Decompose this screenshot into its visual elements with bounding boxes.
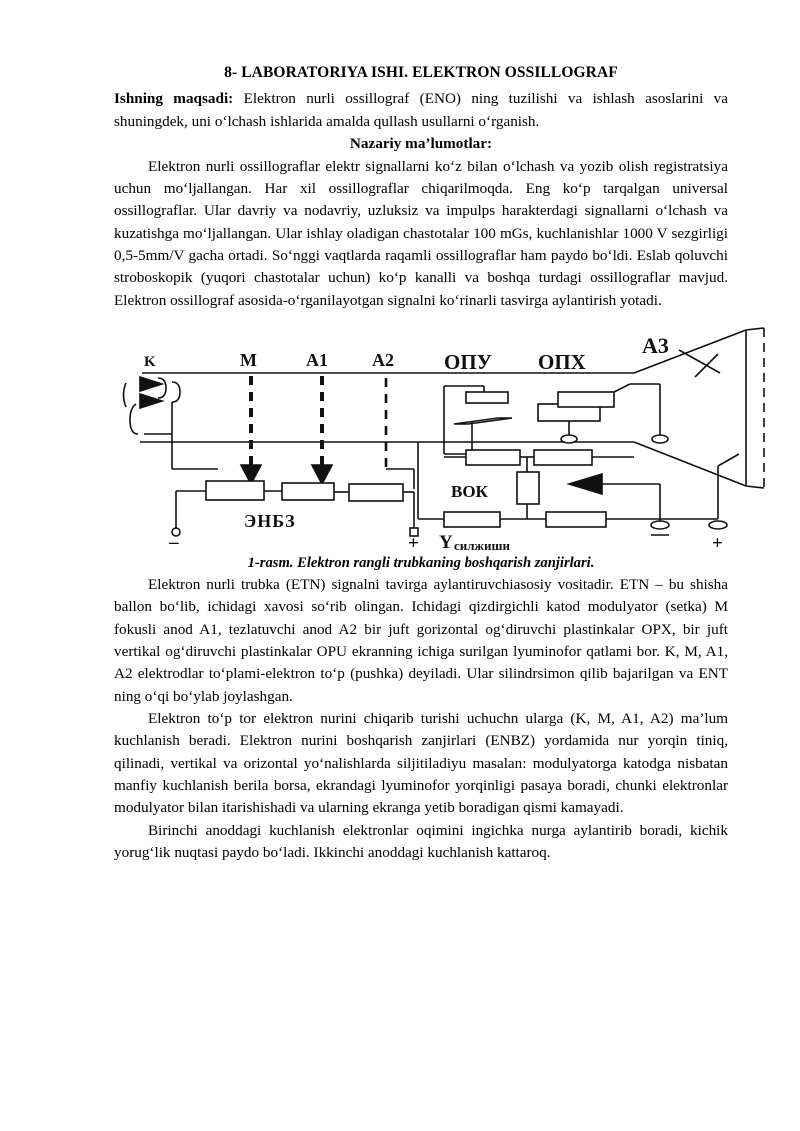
- opx-back-lead: [614, 384, 630, 392]
- plate-opu-lower: [454, 418, 512, 424]
- resistor-r1: [206, 481, 264, 500]
- screen-return-wire: [718, 454, 739, 466]
- terminal-plus-right: [709, 521, 727, 529]
- tube-cone-bottom: [634, 442, 746, 486]
- terminal-minus-right: [651, 521, 669, 529]
- label-plus-left: +: [408, 532, 419, 551]
- resistor-r6: [444, 512, 500, 527]
- cathode-arrow-bottom: [140, 394, 162, 408]
- tube-screen-bottom-edge: [746, 486, 764, 488]
- section-heading: Nazariy ma’lumotlar:: [349, 135, 493, 153]
- label-y-shift-sub: силжиши: [454, 537, 510, 551]
- cathode-arrow-top: [140, 377, 162, 391]
- resistor-r4: [466, 450, 520, 465]
- feedback-arrow: [569, 474, 602, 494]
- aim-paragraph: [114, 88, 728, 133]
- label-anode1: A1: [306, 349, 328, 370]
- label-modulator: M: [240, 349, 257, 370]
- label-y-shift: Y: [439, 531, 453, 551]
- paragraph-theory-4: Birinchi anoddagi kuchlanish elektronlar oqimini ingichka nurga aylantirib boradi, kichik yorug‘lik nuqtasi paydo bo‘ladi. Ikkinchi anoddagi kuchlanish kattaroq.: [114, 821, 728, 862]
- aim-label: Ishning maqsadi:: [114, 90, 234, 108]
- resistor-r5: [534, 450, 592, 465]
- label-plus-right: +: [712, 532, 723, 551]
- anode3-leader: [679, 350, 720, 373]
- label-cathode: K: [144, 353, 156, 370]
- anode1-arrowhead: [312, 465, 332, 484]
- resistor-r2: [282, 483, 334, 500]
- aim-text: Elektron nurli ossillograf (ENO) ning tuzilishi va ishlash asoslarini va shuningdek, uni o‘lchash ishlarida amalda qullash usullarni o‘rganish.: [114, 90, 728, 130]
- label-enbz: ЭНБЗ: [244, 510, 296, 531]
- paragraph-theory-3: Elektron to‘p tor elektron nurini chiqarib turishi uchuchn ularga (K, M, A1, A2) ma’lum kuchlanish beradi. Elektron nurini boshqarish zanjirlari (ENBZ) yordamida nur yorqin tiniq, qilinadi, vertikal va orizontal yo‘nalishlarda siljitiladiyu masalan: modulyatorga katodga nisbatan manfiy kuchlanish berila borsa, ekrandagi lyuminofor yorqinligi pasaya boradi, chunki elektronlar modulyator bilan itarishishadi va ularning ekranga yetib boradigan qismi kamayadi.: [114, 709, 728, 817]
- modulator-cup: [172, 382, 180, 402]
- label-minus-left: –: [169, 531, 179, 551]
- opx-front-terminal: [561, 435, 577, 443]
- label-anode2: A2: [372, 349, 394, 370]
- figure-schematic: [114, 326, 728, 551]
- label-deflect-y: ОПУ: [444, 349, 493, 374]
- page-title: 8- LABORATORIYA ISHI. ELEKTRON OSSILLOGRAF: [224, 64, 618, 81]
- label-anode3: А3: [642, 332, 669, 358]
- resistor-r7: [546, 512, 606, 527]
- anode3-tick: [695, 354, 718, 377]
- cathode-cap: [158, 378, 166, 398]
- tube-screen-top-edge: [746, 328, 764, 330]
- cathode-return: [130, 404, 138, 434]
- paragraph-theory-2: Elektron nurli trubka (ETN) signalni tavirga aylantiruvchiasosiy vositadir. ETN – bu shisha ballon bo‘lib, ichidagi xavosi so‘rib olingan. Ichidagi qizdirgichli katod modulyator (setka) M fokusli anod A1, tezlatuvchi anod A2 bir juft gorizontal og‘diruvchi plastinkalar OPX, bir juft vertikal og‘diruvchi plastinkalar OPU ekranning ichiga surilgan lyuminofor qatlami bor. K, M, A1, A2 elektrodlar to‘plami-elektron to‘p (pushka) deyiladi. Ular silindrsimon qilib bajarilgan va ENT ning o‘qi bo‘ylab joylashgan.: [114, 575, 728, 705]
- label-vok: ВОК: [451, 481, 488, 501]
- opx-back-terminal: [652, 435, 668, 443]
- paragraph-theory-1: Elektron nurli ossillograflar elektr signallarni ko‘z bilan o‘lchash va yozib olish registratsiya uchun mo‘ljallangan. Har xil ossillograflar chiqarilmoqda. Eng ko‘p tarqalgan universal ossillograflar. Ular davriy va nodavriy, uzluksiz va impulps harakterdagi signallarni o‘lchash va kuzatishga mo‘ljallangan. Ular ishlay oladigan chastotalar 100 mGs, kuchlanishlar 1000 V sezgirligi 0,5-5mm/V gacha ortadi. So‘nggi vaqtlarda raqamli ossillograflar ham paydo bo‘ldi. Eslab qoluvchi stroboskopik (yuqori chastotalar uchun) ko‘p kanalli va boshqa turdagi ossillograflar mavjud. Elektron ossillograf asosida-o‘rganilayotgan signalni ko‘rinarli tasvirga aylantirish yotadi.: [114, 157, 728, 309]
- plate-opx-back: [558, 392, 614, 407]
- plate-opu-upper: [466, 392, 508, 403]
- heater-bracket: [124, 383, 127, 407]
- label-deflect-x: ОПХ: [538, 349, 586, 374]
- resistor-r3: [349, 484, 403, 501]
- figure-caption: 1-rasm. Elektron rangli trubkaning boshqarish zanjirlari.: [247, 554, 595, 571]
- vok-resistor: [517, 472, 539, 504]
